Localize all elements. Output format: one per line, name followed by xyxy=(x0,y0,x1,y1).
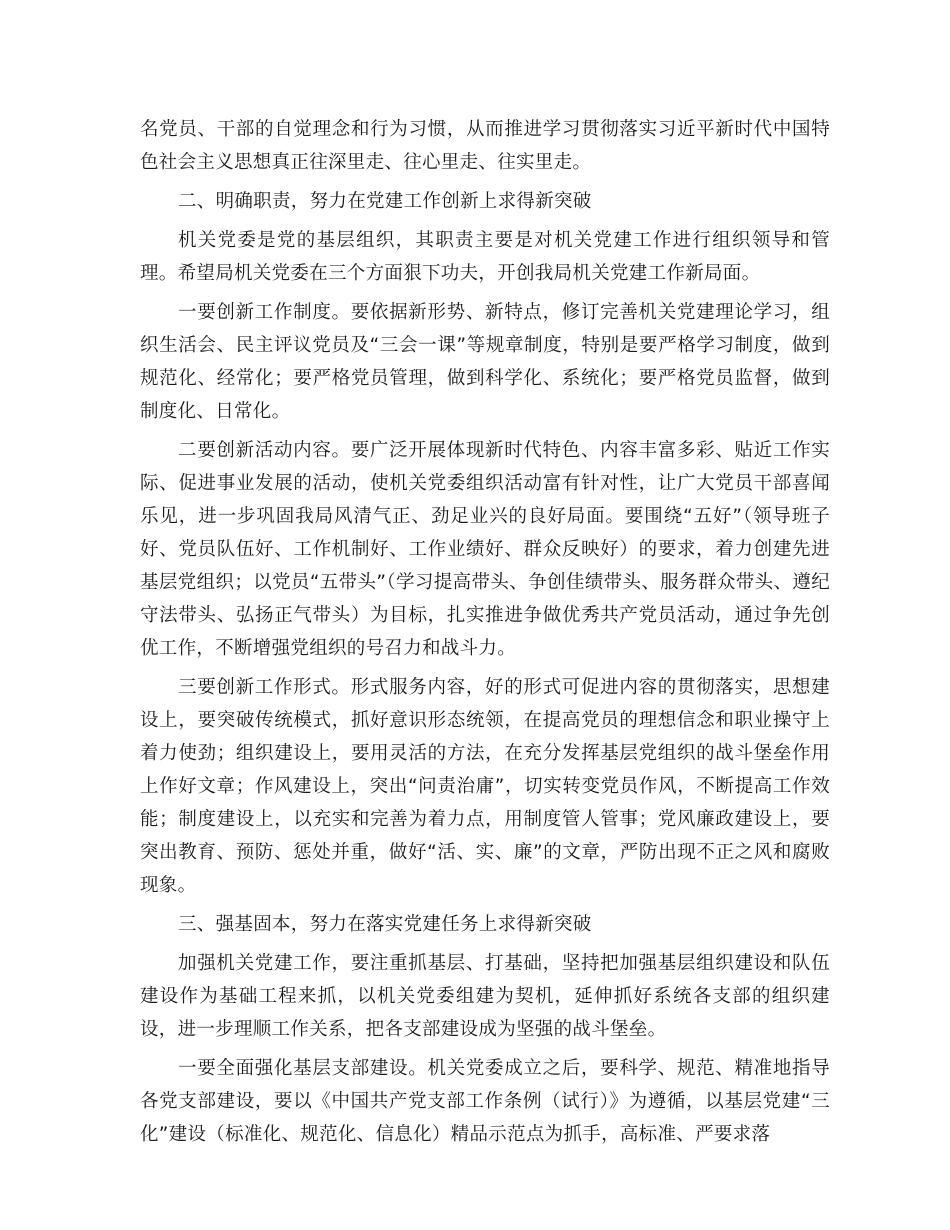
paragraph-body: 加强机关党建工作，要注重抓基层、打基础，坚持把加强基层组织建设和队伍建设作为基础工程来抓，以机关党委组建为契机，延伸抓好系统各支部的组织建设，进一步理顺工作关系，把各支部建设成为坚强的战斗堡垒。 xyxy=(140,953,830,1040)
paragraph-body: 一要全面强化基层支部建设。机关党委成立之后，要科学、规范、精准地指导各党支部建设，要以《中国共产党支部工作条例（试行）》为遵循，以基层党建“三化”建设（标准化、规范化、信息化）精品示范点为抓手，高标准、严要求落 xyxy=(140,1058,830,1145)
section-heading-2: 二、明确职责，努力在党建工作创新上求得新突破 xyxy=(178,191,592,212)
section-heading-3: 三、强基固本，努力在落实党建任务上求得新突破 xyxy=(178,914,592,935)
paragraph-body: 二要创新活动内容。要广泛开展体现新时代特色、内容丰富多彩、贴近工作实际、促进事业发展的活动，使机关党委组织活动富有针对性，让广大党员干部喜闻乐见，进一步巩固我局风清气正、劲足业兴的良好局面。要围绕“五好”（领导班子好、党员队伍好、工作机制好、工作业绩好、群众反映好）的要求，着力创建先进基层党组织；以党员“五带头”（学习提高带头、争创佳绩带头、服务群众带头、遵纪守法带头、弘扬正气带头）为目标，扎实推进争做优秀共产党员活动，通过争先创优工作，不断增强党组织的号召力和战斗力。 xyxy=(140,440,830,659)
paragraph-body: 三要创新工作形式。形式服务内容，好的形式可促进内容的贯彻落实，思想建设上，要突破传统模式，抓好意识形态统领，在提高党员的理想信念和职业操守上着力使劲；组织建设上，要用灵活的方法，在充分发挥基层党组织的战斗堡垒作用上作好文章；作风建设上，突出“问责治庸”，切实转变党员作风，不断提高工作效能；制度建设上，以充实和完善为着力点，用制度管人管事；党风廉政建设上，要突出教育、预防、惩处并重，做好“活、实、廉”的文章，严防出现不正之风和腐败现象。 xyxy=(140,677,830,896)
paragraph-body: 机关党委是党的基层组织，其职责主要是对机关党建工作进行组织领导和管理。希望局机关党委在三个方面狠下功夫，开创我局机关党建工作新局面。 xyxy=(140,230,830,284)
paragraph-body: 一要创新工作制度。要依据新形势、新特点，修订完善机关党建理论学习，组织生活会、民主评议党员及“三会一课”等规章制度，特别是要严格学习制度，做到规范化、经常化；要严格党员管理，做到科学化、系统化；要严格党员监督，做到制度化、日常化。 xyxy=(140,302,830,422)
document-page xyxy=(140,113,830,1157)
paragraph-continuation: 名党员、干部的自觉理念和行为习惯，从而推进学习贯彻落实习近平新时代中国特色社会主义思想真正往深里走、往心里走、往实里走。 xyxy=(140,119,830,173)
